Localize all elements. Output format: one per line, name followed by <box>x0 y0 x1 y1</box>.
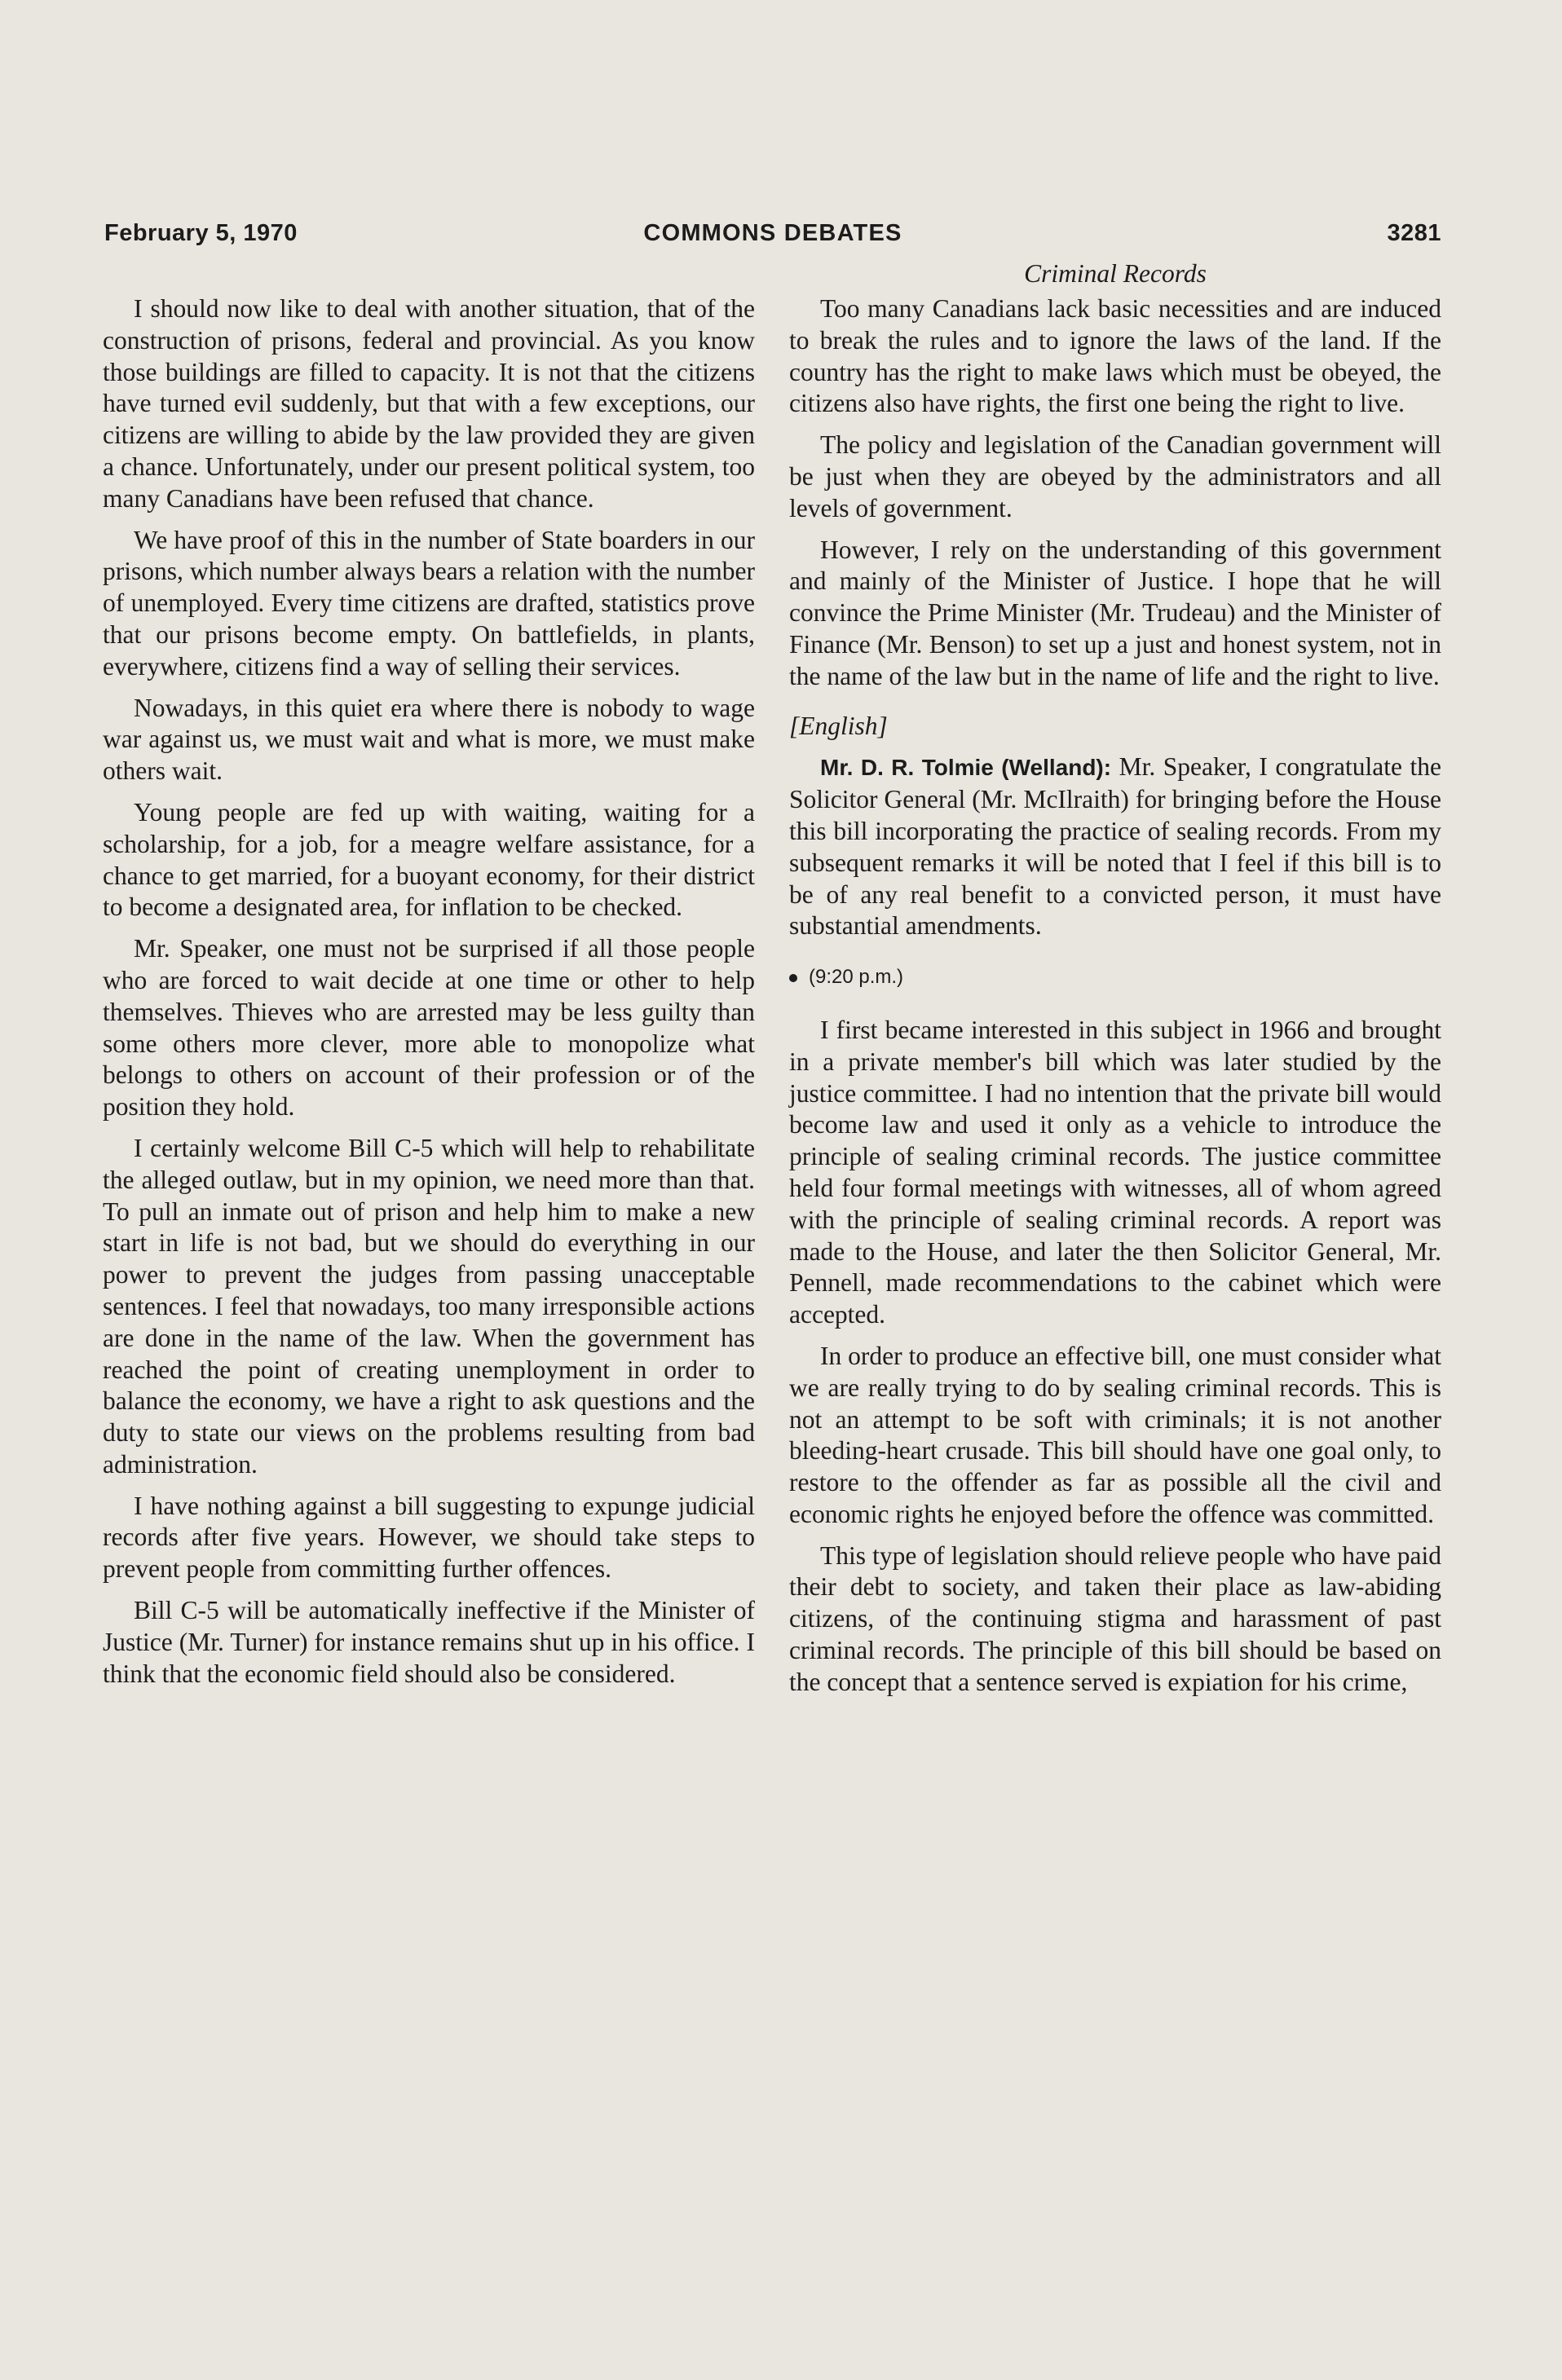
right-column <box>789 259 1441 1708</box>
paragraph: In order to produce an effective bill, one must consider what we are really trying to do by sealing criminal records. This is not an attempt to be soft with criminals; it is not another bleeding-heart crusade. This bill should have one goal only, to restore to the offender as far as possible all the civil and economic rights he enjoyed before the offence was committed. <box>789 1341 1441 1528</box>
running-head: Criminal Records <box>1024 259 1207 288</box>
paragraph: Bill C-5 will be automatically ineffective if the Minister of Justice (Mr. Turner) for instance remains shut up in his office. I think that the economic field should also be considered. <box>103 1596 755 1688</box>
speaker-text: Mr. Speaker, I congratulate the Solicitor General (Mr. McIlraith) for bringing before the House this bill incorporating the practice of sealing records. From my subsequent remarks it will be noted that I feel if this bill is to be of any real benefit to a convicted person, it must have substantial amendments. <box>789 752 1441 941</box>
header-date: February 5, 1970 <box>104 220 298 246</box>
page-number: 3281 <box>1387 220 1441 246</box>
left-column <box>103 293 755 1699</box>
paragraph: This type of legislation should relieve people who have paid their debt to society, and taken their place as law-abiding citizens, of the continuing stigma and harassment of past criminal records. The principle of this bill should be based on the concept that a sentence served is expiation for his crime, <box>789 1540 1441 1696</box>
paragraph: I have nothing against a bill suggesting to expunge judicial records after five years. However, we should take steps to prevent people from committing further offences. <box>103 1491 755 1584</box>
paragraph: Young people are fed up with waiting, waiting for a scholarship, for a job, for a meagre welfare assistance, for a chance to get married, for a buoyant economy, for their district to become a designated area, for inflation to be checked. <box>103 797 755 922</box>
paragraph: Too many Canadians lack basic necessities and are induced to break the rules and to ignore the laws of the land. If the country has the right to make laws which must be obeyed, the citizens also have rights, the first one being the right to live. <box>789 294 1441 418</box>
speaker-paragraph <box>789 751 1441 942</box>
timestamp-text: (9:20 p.m.) <box>809 966 904 989</box>
language-tag: [English] <box>789 711 888 740</box>
page-header <box>104 220 1441 256</box>
paragraph: The policy and legislation of the Canadian government will be just when they are obeyed by the administrators and all levels of government. <box>789 430 1441 522</box>
paragraph: I should now like to deal with another situation, that of the construction of prisons, federal and provincial. As you know those buildings are filled to capacity. It is not that the citizens have turned evil suddenly, but that with a few exceptions, our citizens are willing to abide by the law provided they are given a chance. Unfortunately, under our present political system, too many Canadians have been refused that chance. <box>103 294 755 513</box>
paragraph: We have proof of this in the number of State boarders in our prisons, which number always bears a relation with the number of unemployed. Every time citizens are drafted, statistics prove that our prisons become empty. On battlefields, in plants, everywhere, citizens find a way of selling their services. <box>103 525 755 681</box>
timestamp <box>789 962 1441 994</box>
paragraph: Mr. Speaker, one must not be surprised if all those people who are forced to wait decide at one time or other to help themselves. Thieves who are arrested may be less guilty than some others more clever, more able to monopolize what belongs to others on account of their profession or of the position they hold. <box>103 934 755 1122</box>
bullet-icon <box>789 974 797 982</box>
header-title: COMMONS DEBATES <box>643 220 902 246</box>
paragraph: I certainly welcome Bill C-5 which will help to rehabilitate the alleged outlaw, but in my opinion, we need more than that. To pull an inmate out of prison and help him to make a new start in life is not bad, but we should do everything in our power to prevent the judges from passing unacceptable sentences. I feel that nowadays, too many irresponsible actions are done in the name of the law. When the government has reached the point of creating unemployment in order to balance the economy, we have a right to ask questions and the duty to state our views on the problems resulting from bad administration. <box>103 1133 755 1479</box>
paragraph: Nowadays, in this quiet era where there is nobody to wage war against us, we must wait and what is more, we must make others wait. <box>103 693 755 786</box>
paragraph: However, I rely on the understanding of this government and mainly of the Minister of Justice. I hope that he will convince the Prime Minister (Mr. Trudeau) and the Minister of Finance (Mr. Benson) to set up a just and honest system, not in the name of the law but in the name of life and the right to live. <box>789 535 1441 690</box>
paragraph: I first became interested in this subject in 1966 and brought in a private member's bill which was later studied by the justice committee. I had no intention that the private bill would become law and used it only as a vehicle to introduce the principle of sealing criminal records. The justice committee held four formal meetings with witnesses, all of whom agreed with the principle of sealing criminal records. A report was made to the House, and later the then Solicitor General, Mr. Pennell, made recommendations to the cabinet which were accepted. <box>789 1015 1441 1329</box>
speaker-name: Mr. D. R. Tolmie (Welland): <box>820 755 1112 781</box>
